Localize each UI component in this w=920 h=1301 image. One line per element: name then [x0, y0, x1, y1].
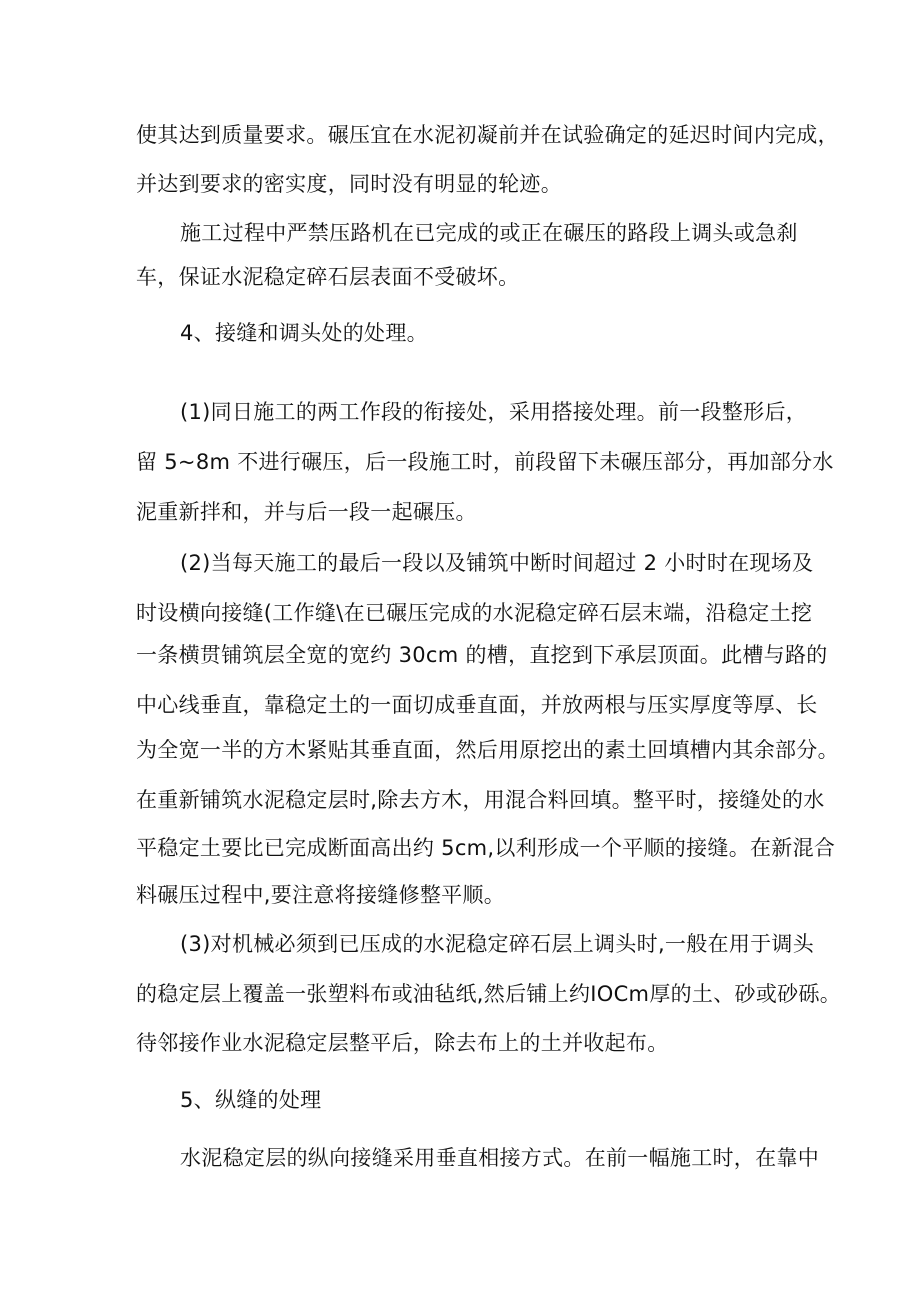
- text-line: 中心线垂直，靠稳定土的一面切成垂直面，并放两根与压实厚度等厚、长: [136, 693, 818, 717]
- text-line: 并达到要求的密实度，同时没有明显的轮迹。: [136, 172, 562, 196]
- text-line: (1)同日施工的两工作段的衔接处，采用搭接处理。前一段整形后，: [180, 400, 808, 424]
- text-line: 一条横贯铺筑层全宽的宽约 30cm 的槽，直挖到下承层顶面。此槽与路的: [136, 643, 828, 667]
- text-line: 泥重新拌和，并与后一段一起碾压。: [136, 500, 477, 524]
- text-line: 在重新铺筑水泥稳定层时,除去方木，用混合料回填。整平时，接缝处的水: [136, 788, 825, 812]
- text-line: 时设横向接缝(工作缝\在已碾压完成的水泥稳定碎石层末端，沿稳定土挖: [136, 601, 813, 625]
- text-line: 料碾压过程中,要注意将接缝修整平顺。: [136, 883, 506, 907]
- text-line: (2)当每天施工的最后一段以及铺筑中断时间超过 2 小时时在现场及: [180, 551, 814, 575]
- text-line: 车，保证水泥稳定碎石层表面不受破坏。: [136, 265, 520, 289]
- text-line: 平稳定土要比已完成断面高出约 5cm,以利形成一个平顺的接缝。在新混合: [136, 836, 836, 860]
- text-line: 待邻接作业水泥稳定层整平后，除去布上的土并收起布。: [136, 1031, 669, 1055]
- text-line: 的稳定层上覆盖一张塑料布或油毡纸,然后铺上约IOCm厚的土、砂或砂砾。: [136, 982, 842, 1006]
- section-heading: 5、纵缝的处理: [180, 1088, 322, 1112]
- section-heading: 4、接缝和调头处的处理。: [180, 321, 428, 345]
- text-line: 留 5~8m 不进行碾压，后一段施工时，前段留下未碾压部分，再加部分水: [136, 450, 834, 474]
- text-line: 施工过程中严禁压路机在已完成的或正在碾压的路段上调头或急刹: [180, 221, 798, 245]
- text-line: 为全宽一半的方木紧贴其垂直面，然后用原挖出的素土回填槽内其余部分。: [136, 738, 839, 762]
- text-line: (3)对机械必须到已压成的水泥稳定碎石层上调头时,一般在用于调头: [180, 932, 815, 956]
- text-line: 使其达到质量要求。碾压宜在水泥初凝前并在试验确定的延迟时间内完成，: [136, 123, 839, 147]
- text-line: 水泥稳定层的纵向接缝采用垂直相接方式。在前一幅施工时，在靠中: [180, 1146, 819, 1170]
